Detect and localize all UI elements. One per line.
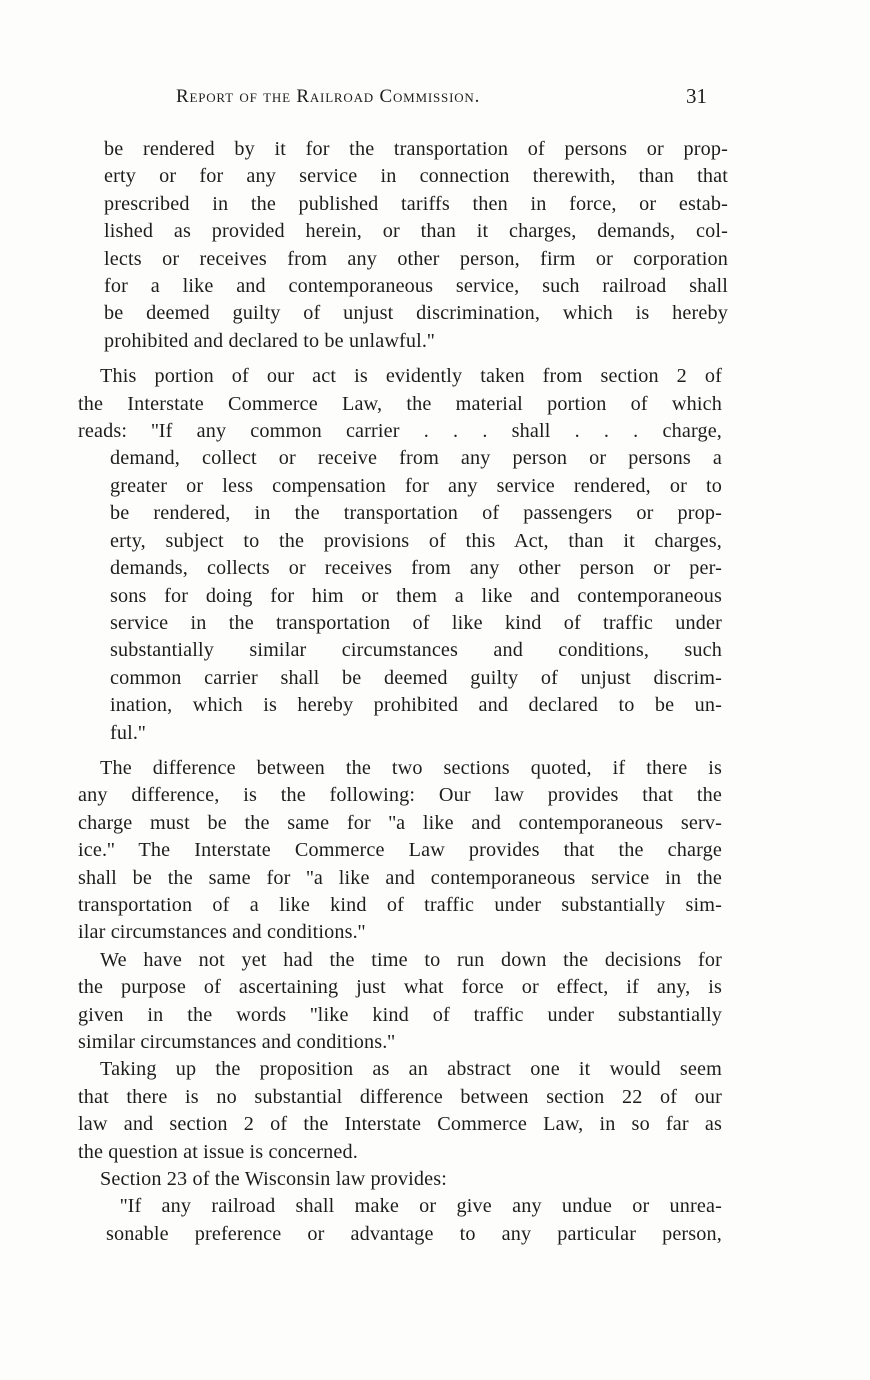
text-line: Section 23 of the Wisconsin law provides: — [100, 1168, 447, 1191]
page-number: 31 — [686, 84, 707, 108]
text-line: This portion of our act is evidently taken from section 2 of — [100, 365, 722, 388]
text-line: charge must be the same for ''a like and contemporaneous serv- — [78, 811, 722, 834]
text-line: shall be the same for ''a like and contemporaneous service in the — [78, 866, 722, 889]
text-line: the question at issue is concerned. — [78, 1140, 358, 1163]
text-line: service in the transportation of like kind of traffic under — [110, 611, 722, 634]
text-line: sons for doing for him or them a like and contemporaneous — [110, 584, 722, 607]
text-line: demands, collects or receives from any other person or per- — [110, 557, 722, 580]
header-title: Report of the Railroad Commission. — [176, 86, 481, 107]
text-line: lished as provided herein, or than it charges, demands, col- — [104, 220, 728, 243]
quote-interstate — [110, 445, 722, 746]
text-line: law and section 2 of the Interstate Commerce Law, in so far as — [78, 1113, 722, 1136]
text-line: demand, collect or receive from any person or persons a — [110, 447, 722, 470]
paragraph-difference — [78, 755, 722, 947]
text-line: be deemed guilty of unjust discrimination, which is hereby — [104, 302, 728, 325]
quote-continued — [104, 136, 728, 355]
text-line: given in the words ''like kind of traffic under substantially — [78, 1003, 722, 1026]
text-line: common carrier shall be deemed guilty of unjust discrim- — [110, 666, 722, 689]
text-line: be rendered, in the transportation of passengers or prop- — [110, 502, 722, 525]
body-text — [78, 136, 728, 1248]
paragraph-decisions — [78, 947, 722, 1057]
text-line: for a like and contemporaneous service, such railroad shall — [104, 275, 728, 298]
text-line: prohibited and declared to be unlawful.'' — [104, 329, 435, 352]
text-line: We have not yet had the time to run down the decisions for — [100, 948, 722, 971]
text-line: sonable preference or advantage to any particular person, — [106, 1222, 722, 1245]
paragraph-abstract — [78, 1056, 722, 1166]
text-line: reads: ''If any common carrier . . . shall . . . charge, — [78, 420, 722, 443]
text-line: ice.'' The Interstate Commerce Law provides that the charge — [78, 839, 722, 862]
text-line: erty, subject to the provisions of this Act, than it charges, — [110, 529, 722, 552]
text-line: prescribed in the published tariffs then in force, or estab- — [104, 192, 728, 215]
text-line: ful.'' — [110, 721, 146, 744]
quote-section-23 — [106, 1193, 722, 1248]
text-line: substantially similar circumstances and conditions, such — [110, 639, 722, 662]
paragraph-section-23 — [78, 1166, 722, 1193]
text-line: any difference, is the following: Our law provides that the — [78, 784, 722, 807]
text-line: ilar circumstances and conditions.'' — [78, 921, 366, 944]
text-line: lects or receives from any other person, firm or corporation — [104, 247, 728, 270]
text-line: the purpose of ascertaining just what force or effect, if any, is — [78, 976, 722, 999]
text-line: be rendered by it for the transportation of persons or prop- — [104, 138, 728, 160]
text-line: the Interstate Commerce Law, the material portion of which — [78, 392, 722, 415]
text-line: Taking up the proposition as an abstract one it would seem — [100, 1058, 722, 1081]
text-line: ination, which is hereby prohibited and declared to be un- — [110, 694, 722, 717]
text-line: transportation of a like kind of traffic under substantially sim- — [78, 893, 722, 916]
text-line: ''If any railroad shall make or give any undue or unrea- — [120, 1195, 722, 1218]
running-header — [0, 86, 870, 116]
text-line: greater or less compensation for any service rendered, or to — [110, 474, 722, 497]
text-line: that there is no substantial difference between section 22 of our — [78, 1085, 722, 1108]
text-line: erty or for any service in connection therewith, than that — [104, 165, 728, 188]
paragraph-interstate-intro — [78, 363, 722, 445]
text-line: The difference between the two sections quoted, if there is — [100, 756, 722, 779]
text-line: similar circumstances and conditions.'' — [78, 1031, 395, 1053]
